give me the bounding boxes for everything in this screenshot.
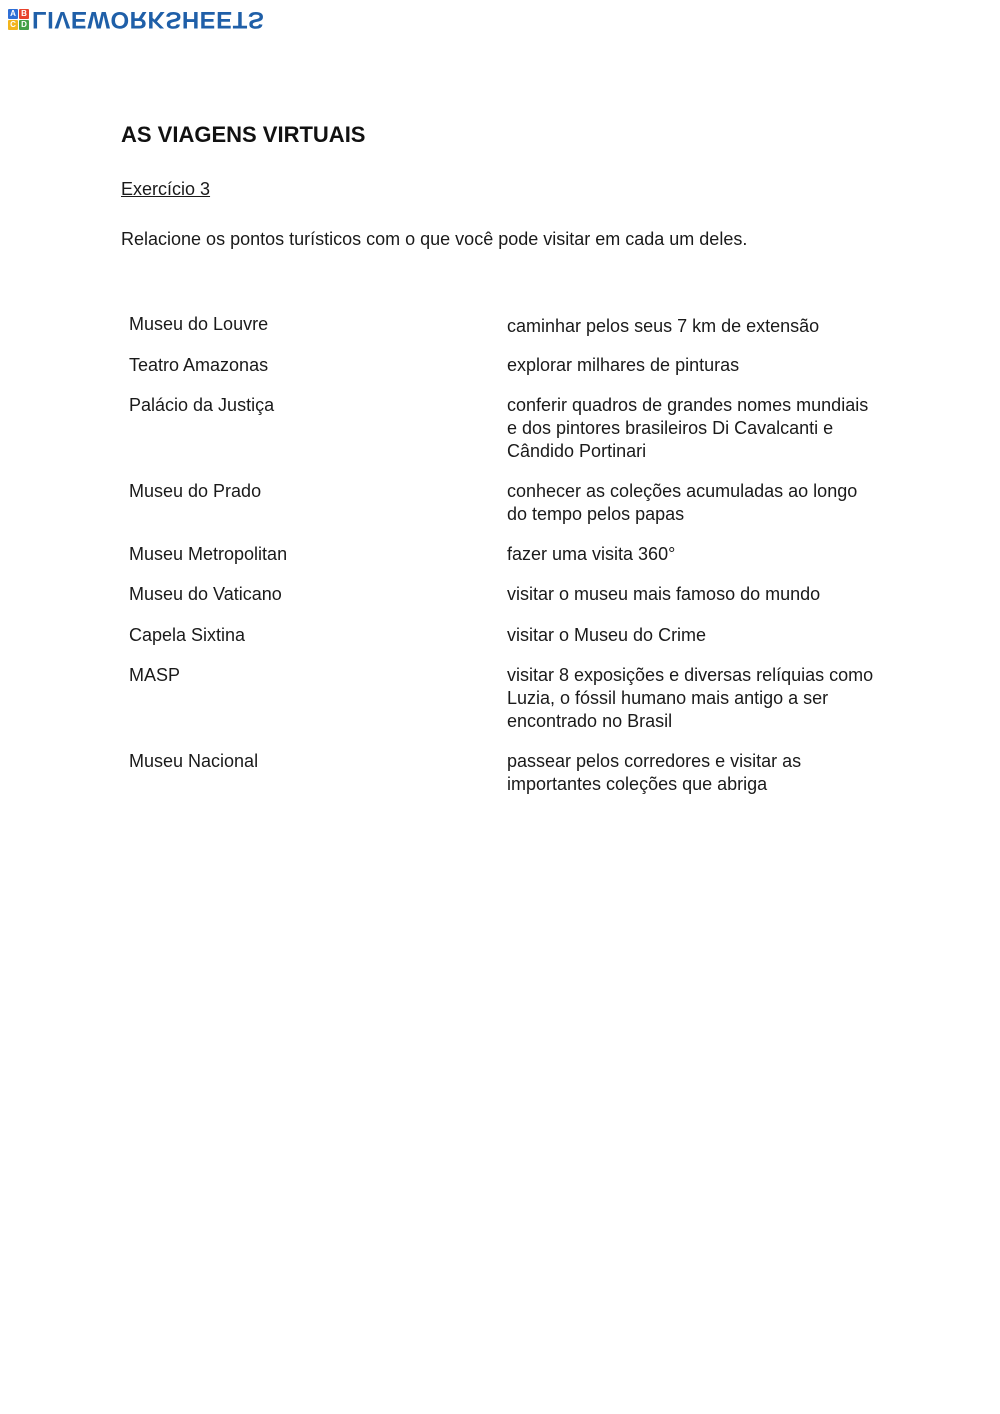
match-row <box>129 313 889 354</box>
activity-description: caminhar pelos seus 7 km de extensão <box>507 316 820 336</box>
instruction-text: Relacione os pontos turísticos com o que você pode visitar em cada um deles. <box>121 229 748 249</box>
activity-description: visitar o museu mais famoso do mundo <box>507 584 821 604</box>
tourist-spot: MASP <box>129 665 181 685</box>
logo-block: D <box>19 20 29 30</box>
activity-description: visitar 8 exposições e diversas relíquias como Luzia, o fóssil humano mais antigo a ser encontrado no Brasil <box>507 665 874 731</box>
activity-description: passear pelos corredores e visitar as importantes coleções que abriga <box>507 751 802 794</box>
activity-description: visitar o Museu do Crime <box>507 625 707 645</box>
activity-description: conhecer as coleções acumuladas ao longo do tempo pelos papas <box>507 481 858 524</box>
activity-description: explorar milhares de pinturas <box>507 355 740 375</box>
page-title: AS VIAGENS VIRTUAIS <box>121 122 366 147</box>
matching-list <box>129 313 889 800</box>
liveworksheets-logo <box>8 6 264 32</box>
logo-text: LIVEWORKSHEETS <box>32 6 265 33</box>
tourist-spot: Teatro Amazonas <box>129 355 269 375</box>
activity-description: fazer uma visita 360° <box>507 544 676 564</box>
match-row <box>129 583 889 624</box>
tourist-spot: Museu Metropolitan <box>129 544 288 564</box>
logo-blocks-icon <box>8 9 29 30</box>
tourist-spot: Museu do Prado <box>129 481 262 501</box>
tourist-spot: Capela Sixtina <box>129 625 246 645</box>
match-row <box>129 480 889 543</box>
logo-block: C <box>8 20 18 30</box>
tourist-spot: Museu do Louvre <box>129 314 269 334</box>
tourist-spot: Palácio da Justiça <box>129 395 275 415</box>
match-row <box>129 543 889 583</box>
logo-block: B <box>19 9 29 19</box>
exercise-label: Exercício 3 <box>121 179 211 199</box>
logo-block: A <box>8 9 18 19</box>
match-row <box>129 664 889 750</box>
match-row <box>129 394 889 480</box>
match-row <box>129 354 889 394</box>
tourist-spot: Museu do Vaticano <box>129 584 282 604</box>
match-row <box>129 750 889 800</box>
activity-description: conferir quadros de grandes nomes mundiais e dos pintores brasileiros Di Cavalcanti e Cândido Portinari <box>507 395 869 461</box>
tourist-spot: Museu Nacional <box>129 751 259 771</box>
match-row <box>129 624 889 664</box>
